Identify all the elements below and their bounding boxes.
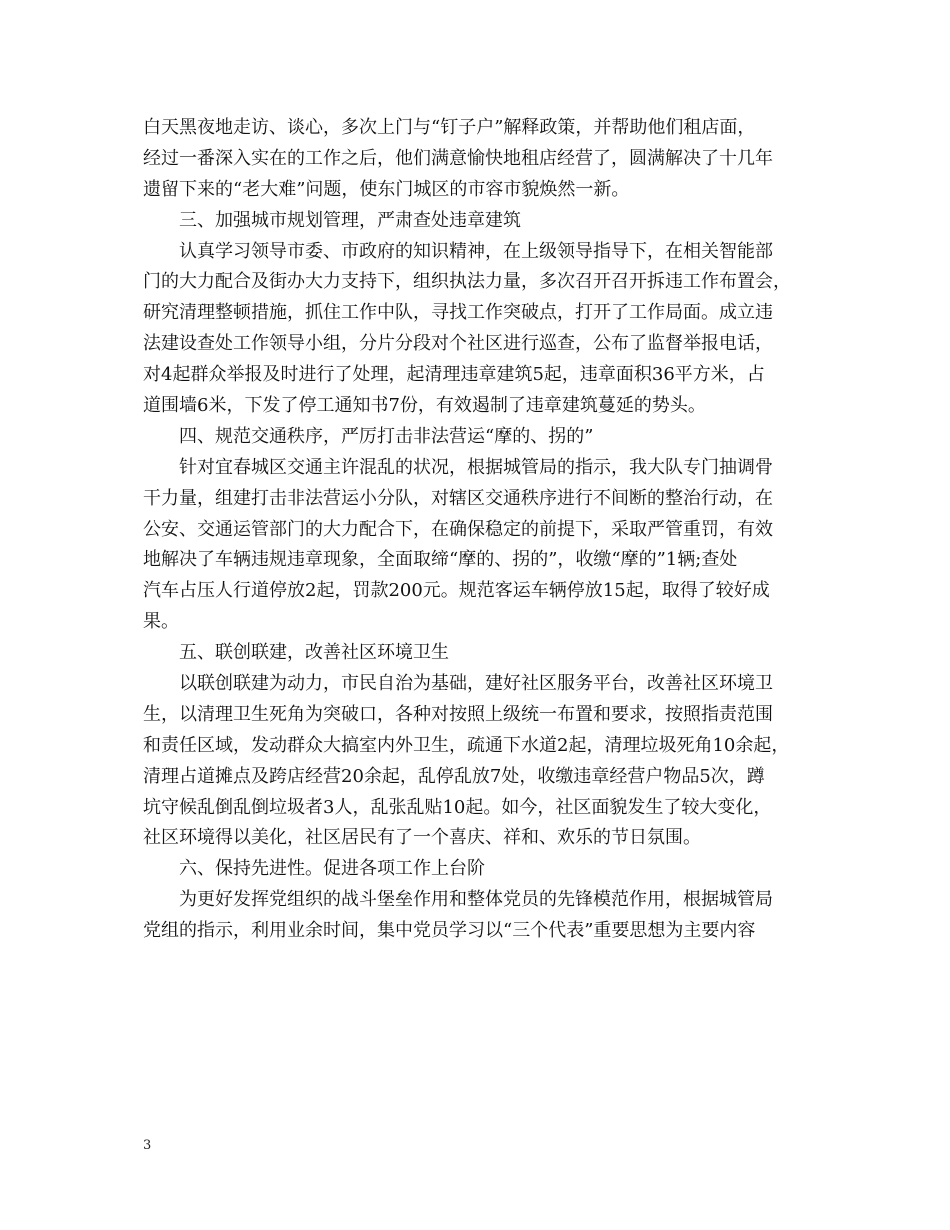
text-line: 五、联创联建，改善社区环境卫生 <box>179 642 449 664</box>
text-line: 对4起群众举报及时进行了处理，起清理违章建筑5起，违章面积36平方米，占 <box>143 364 765 386</box>
text-line: 认真学习领导市委、市政府的知识精神，在上级领导指导下，在相关智能部 <box>179 240 773 262</box>
text-line: 公安、交通运管部门的大力配合下，在确保稳定的前提下，采取严管重罚，有效 <box>143 518 773 540</box>
page-number: 3 <box>143 1138 152 1153</box>
text-line: 门的大力配合及街办大力支持下，组织执法力量，多次召开召开拆违工作布置会， <box>143 271 791 293</box>
text-line: 经过一番深入实在的工作之后，他们满意愉快地租店经营了，圆满解决了十几年 <box>143 147 773 169</box>
text-line: 果。 <box>143 611 179 633</box>
text-line: 和责任区域，发动群众大搞室内外卫生，疏通下水道2起，清理垃圾死角10余起， <box>143 734 790 756</box>
text-line: 针对宜春城区交通主许混乱的状况，根据城管局的指示，我大队专门抽调骨 <box>179 456 773 478</box>
text-line: 干力量，组建打击非法营运小分队，对辖区交通秩序进行不间断的整治行动，在 <box>143 487 773 509</box>
text-line: 遗留下来的“老大难”问题，使东门城区的市容市貌焕然一新。 <box>143 178 630 200</box>
text-line: 研究清理整顿措施，抓住工作中队，寻找工作突破点，打开了工作局面。成立违 <box>143 302 773 324</box>
text-line: 六、保持先进性。促进各项工作上台阶 <box>179 858 485 880</box>
text-line: 清理占道摊点及跨店经营20余起，乱停乱放7处，收缴违章经营户物品5次，蹲 <box>143 765 765 787</box>
text-line: 为更好发挥党组织的战斗堡垒作用和整体党员的先锋模范作用，根据城管局 <box>179 889 773 911</box>
text-line: 社区环境得以美化，社区居民有了一个喜庆、祥和、欢乐的节日氛围。 <box>143 827 701 849</box>
text-line: 地解决了车辆违规违章现象，全面取缔“摩的、拐的”，收缴“摩的”1辆;查处 <box>143 549 738 571</box>
text-line: 白天黑夜地走访、谈心，多次上门与“钉子户”解释政策，并帮助他们租店面， <box>143 117 756 138</box>
text-line: 三、加强城市规划管理，严肃查处违章建筑 <box>179 209 521 231</box>
text-line: 党组的指示，利用业余时间，集中党员学习以“三个代表”重要思想为主要内容 <box>143 920 756 942</box>
document-body <box>143 113 815 947</box>
text-line: 道围墙6米，下发了停工通知书7份，有效遏制了违章建筑蔓延的势头。 <box>143 395 706 417</box>
text-line: 生，以清理卫生死角为突破口，各种对按照上级统一布置和要求，按照指责范围 <box>143 703 773 725</box>
text-line: 以联创联建为动力，市民自治为基础，建好社区服务平台，改善社区环境卫 <box>179 673 773 695</box>
text-line: 汽车占压人行道停放2起，罚款200元。规范客运车辆停放15起，取得了较好成 <box>143 580 770 602</box>
text-line: 四、规范交通秩序，严厉打击非法营运“摩的、拐的” <box>179 425 594 447</box>
text-line: 法建设查处工作领导小组，分片分段对个社区进行巡查，公布了监督举报电话， <box>143 333 773 355</box>
text-line: 坑守候乱倒乱倒垃圾者3人，乱张乱贴10起。如今，社区面貌发生了较大变化， <box>143 796 772 818</box>
